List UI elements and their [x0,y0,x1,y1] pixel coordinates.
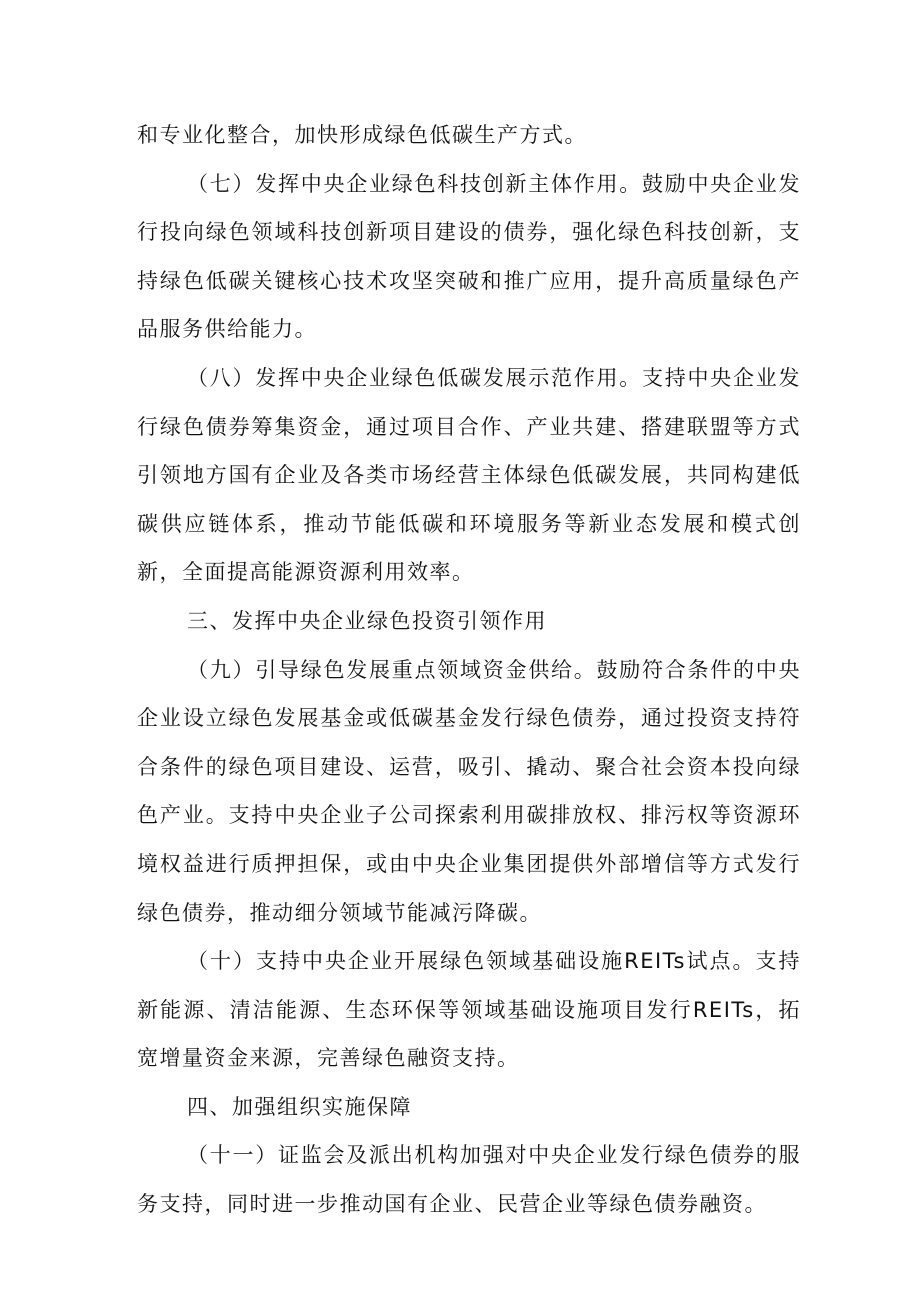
document-body [137,111,801,1229]
paragraph-item-9: （九）引导绿色发展重点领域资金供给。鼓励符合条件的中央企业设立绿色发展基金或低碳基金发行绿色债券，通过投资支持符合条件的绿色项目建设、运营，吸引、撬动、聚合社会资本投向绿色产业。支持中央企业子公司探索利用碳排放权、排污权等资源环境权益进行质押担保，或由中央企业集团提供外部增信等方式发行绿色债券，推动细分领域节能减污降碳。 [137,657,801,925]
paragraph-item-8: （八）发挥中央企业绿色低碳发展示范作用。支持中央企业发行绿色债券筹集资金，通过项目合作、产业共建、搭建联盟等方式引领地方国有企业及各类市场经营主体绿色低碳发展，共同构建低碳供应链体系，推动节能低碳和环境服务等新业态发展和模式创新，全面提高能源资源利用效率。 [137,365,801,585]
paragraph-item-11: （十一）证监会及派出机构加强对中央企业发行绿色债券的服务支持，同时进一步推动国有企业、民营企业等绿色债券融资。 [137,1143,801,1217]
section-heading-3: 三、发挥中央企业绿色投资引领作用 [187,608,547,633]
paragraph-item-10: （十）支持中央企业开展绿色领域基础设施REITs试点。支持新能源、清洁能源、生态环保等领域基础设施项目发行REITs，拓宽增量资金来源，完善绿色融资支持。 [137,949,801,1071]
paragraph-item-7: （七）发挥中央企业绿色科技创新主体作用。鼓励中央企业发行投向绿色领域科技创新项目建设的债券，强化绿色科技创新，支持绿色低碳关键核心技术攻坚突破和推广应用，提升高质量绿色产品服务供给能力。 [137,171,801,342]
paragraph-continuation: 和专业化整合，加快形成绿色低碳生产方式。 [137,123,587,147]
section-heading-4: 四、加强组织实施保障 [187,1094,412,1119]
